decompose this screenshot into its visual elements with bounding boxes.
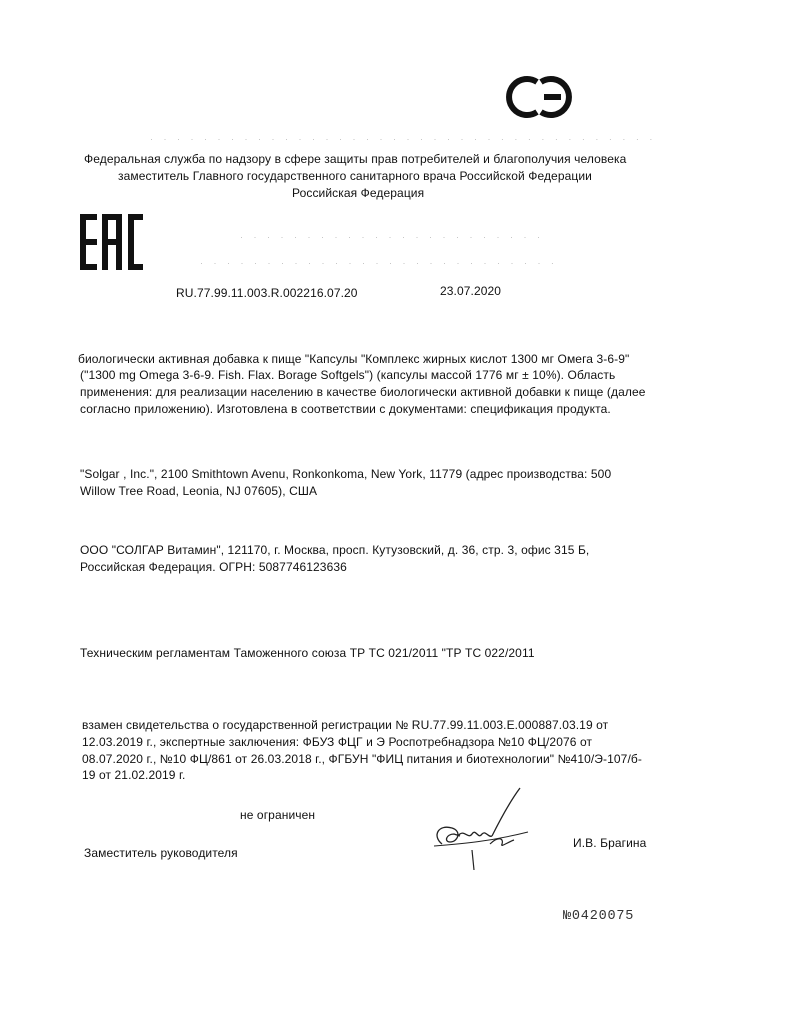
se-logo-icon	[504, 70, 574, 124]
replacement-line-3: 08.07.2020 г., №10 ФЦ/861 от 26.03.2018 г., ФГБУН "ФИЦ питания и биотехнологии" №410/Э-107/б-	[82, 752, 642, 766]
manufacturer-line-1: "Solgar , Inc.", 2100 Smithtown Avenu, Ronkonkoma, New York, 11779 (адрес производства: 500	[80, 467, 612, 481]
signatory-name: И.В. Брагина	[573, 836, 647, 850]
validity-text: не ограничен	[240, 808, 316, 822]
faint-print-middle: · · · · · · · · · · · · · · · · · · · · · · ·	[240, 232, 544, 242]
header-line-2: заместитель Главного государственного санитарного врача Российской Федерации	[118, 169, 592, 183]
header-line-1: Федеральная служба по надзору в сфере защиты прав потребителей и благополучия человека	[84, 152, 627, 166]
recipient-line-2: Российская Федерация. ОГРН: 5087746123636	[80, 560, 347, 574]
regulations-line: Техническим регламентам Таможенного союза ТР ТС 021/2011 "ТР ТС 022/2011	[80, 646, 535, 660]
registration-number: RU.77.99.11.003.R.002216.07.20	[176, 286, 358, 300]
product-line-4: согласно приложению). Изготовлена в соответствии с документами: спецификация продукта.	[80, 402, 611, 416]
replacement-line-2: 12.03.2019 г., экспертные заключения: ФБУЗ ФЦГ и Э Роспотребнадзора №10 ФЦ/2076 от	[82, 735, 593, 749]
recipient-line-1: ООО "СОЛГАР Витамин", 121170, г. Москва, просп. Кутузовский, д. 36, стр. 3, офис 315 Б,	[80, 543, 590, 557]
replacement-line-4: 19 от 21.02.2019 г.	[82, 768, 186, 782]
manufacturer-line-2: Willow Tree Road, Leonia, NJ 07605), США	[80, 484, 318, 498]
product-line-3: применения: для реализации населению в качестве биологически активной добавки к пище (далее	[80, 385, 646, 399]
product-line-2: ("1300 mg Omega 3-6-9. Fish. Flax. Borage Softgels") (капсулы массой 1776 мг ± 10%). Область	[80, 368, 616, 382]
faint-print-lower: · · · · · · · · · · · · · · · · · · · · · · · · · · ·	[200, 258, 558, 268]
replacement-line-1: взамен свидетельства о государственной регистрации № RU.77.99.11.003.Е.000887.03.19 от	[82, 718, 609, 732]
product-line-1: биологически активная добавка к пище "Капсулы "Комплекс жирных кислот 1300 мг Омега 3-6-9"	[78, 352, 630, 366]
signatory-position: Заместитель руководителя	[84, 846, 238, 860]
faint-print-top: · · · · · · · · · · · · · · · · · · · · · · · · · · · · · · · · · · · · · ·	[150, 134, 657, 144]
signature-icon	[428, 784, 538, 874]
eac-mark-icon	[80, 214, 144, 270]
header-line-3: Российская Федерация	[292, 186, 425, 200]
blank-number: №0420075	[563, 909, 635, 924]
registration-date: 23.07.2020	[440, 284, 502, 298]
